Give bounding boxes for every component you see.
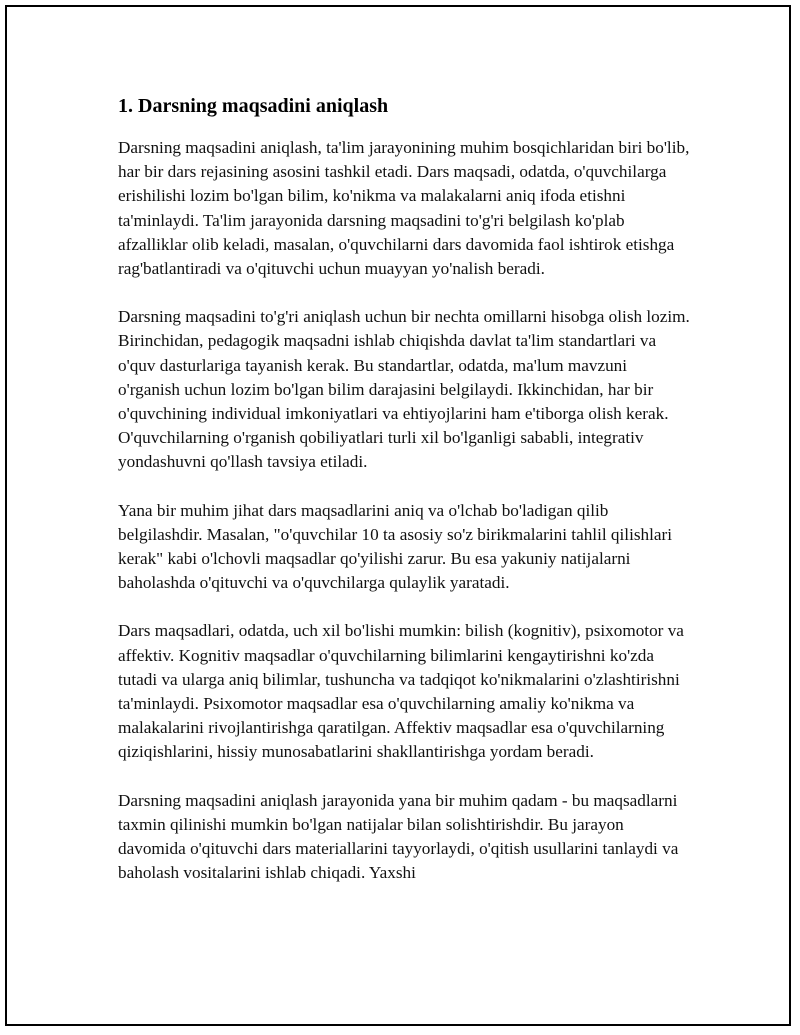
paragraph-2: Darsning maqsadini to'g'ri aniqlash uchun bir nechta omillarni hisobga olish lozim. Birinchidan, pedagogik maqsadni ishlab chiqishda davlat ta'lim standartlari va o'quv dasturlariga tayanish kerak. Bu standartlar, odatda, ma'lum mavzuni o'rganish uchun lozim bo'lgan bilim darajasini belgilaydi. Ikkinchidan, har bir o'quvchining individual imkoniyatlari va ehtiyojlarini ham e'tiborga olish kerak. O'quvchilarning o'rganish qobiliyatlari turli xil bo'lganligi sababli, integrativ yondashuvni qo'llash tavsiya etiladi. — [118, 307, 690, 472]
document-body — [118, 92, 693, 909]
section-heading: 1. Darsning maqsadini aniqlash — [118, 95, 389, 117]
paragraph-5: Darsning maqsadini aniqlash jarayonida yana bir muhim qadam - bu maqsadlarni taxmin qilinishi mumkin bo'lgan natijalar bilan solishtirishdir. Bu jarayon davomida o'qituvchi dars materiallarini tayyorlaydi, o'qitish usullarini tanlaydi va baholash vositalarini ishlab chiqadi. Yaxshi — [118, 790, 679, 883]
paragraph-4: Dars maqsadlari, odatda, uch xil bo'lishi mumkin: bilish (kognitiv), psixomotor va affektiv. Kognitiv maqsadlar o'quvchilarning bilimlarini kengaytirishni ko'zda tutadi va ularga aniq bilimlar, tushuncha va tadqiqot ko'nikmalarini o'zlashtirishni ta'minlaydi. Psixomotor maqsadlar esa o'quvchilarning amaliy ko'nikma va malakalarini rivojlantirishga qaratilgan. Affektiv maqsadlar esa o'quvchilarning qiziqishlarini, hissiy munosabatlarini shakllantirishga yordam beradi. — [118, 621, 684, 762]
paragraph-3: Yana bir muhim jihat dars maqsadlarini aniq va o'lchab bo'ladigan qilib belgilashdir. Masalan, "o'quvchilar 10 ta asosiy so'z birikmalarini tahlil qilishlari kerak" kabi o'lchovli maqsadlar qo'yilishi zarur. Bu esa yakuniy natijalarni baholashda o'qituvchi va o'quvchilarga qulaylik yaratadi. — [118, 500, 673, 593]
paragraph-1: Darsning maqsadini aniqlash, ta'lim jarayonining muhim bosqichlaridan biri bo'lib, har bir dars rejasining asosini tashkil etadi. Dars maqsadi, odatda, o'quvchilarga erishilishi lozim bo'lgan bilim, ko'nikma va malakalarni aniq ifoda etishni ta'minlaydi. Ta'lim jarayonida darsning maqsadini to'g'ri belgilash ko'plab afzalliklar olib keladi, masalan, o'quvchilarni dars davomida faol ishtirok etishga rag'batlantiradi va o'qituvchi uchun muayyan yo'nalish beradi. — [118, 138, 690, 279]
